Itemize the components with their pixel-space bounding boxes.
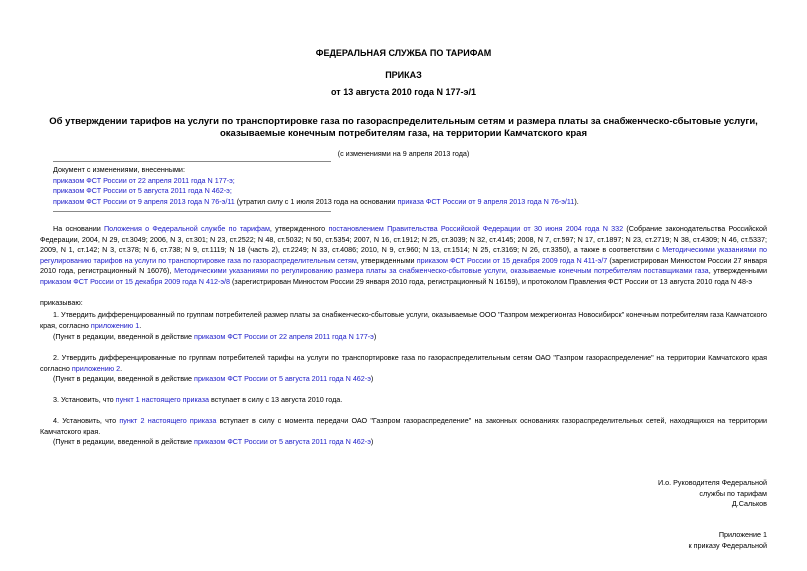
amendments-block xyxy=(53,165,773,207)
item-text: 1. Утвердить дифференцированный по группам потребителей размер платы за снабженческо-сбытовые услуги, оказываемые ООО "Газпром межрегионгаз Новосибирск" конечным потребителям газа Камчатского края, согласно xyxy=(40,310,767,330)
doc-type-heading: ПРИКАЗ xyxy=(385,70,422,80)
note-text: ) xyxy=(373,332,377,341)
signature-name: Д.Сальков xyxy=(731,499,767,508)
item-1 xyxy=(40,310,767,331)
order-411-link[interactable]: приказом ФСТ России от 15 декабря 2009 года N 411-э/7 xyxy=(416,255,608,265)
note-text: (Пункт в редакции, введенной в действие xyxy=(53,332,195,341)
orders-word: приказываю: xyxy=(40,298,83,307)
preamble-text: На основании xyxy=(53,224,104,233)
clause-2-link[interactable]: пункт 2 настоящего приказа xyxy=(119,416,217,425)
item-text: 2. Утвердить дифференцированные по группам потребителей тарифы на услуги по транспортировке газа по газораспределительным сетям ОАО "Газпром газораспределение" на территории Камчатского края согласно xyxy=(40,353,767,373)
appendix-1-link[interactable]: приложению 1 xyxy=(90,320,140,330)
appendix-heading xyxy=(689,530,767,551)
preamble-text: (зарегистрирован Минюстом России 29 января 2010 года, регистрационный N 16159), и протоколом Правления ФСТ России от 13 августа 2010 года N 48-э xyxy=(230,276,753,286)
signature-agency: службы по тарифам xyxy=(699,488,767,498)
preamble-paragraph xyxy=(40,224,767,288)
item-4-note xyxy=(53,437,373,448)
revision-note: (с изменениями на 9 апреля 2013 года) xyxy=(337,149,470,158)
amendment-note: (утратил силу с 1 июля 2013 года на основании xyxy=(234,196,398,206)
item-1-note-link[interactable]: приказом ФСТ России от 22 апреля 2011 года N 177-э xyxy=(194,332,374,341)
amendment-link-1[interactable]: приказом ФСТ России от 22 апреля 2011 года N 177-э; xyxy=(53,175,235,185)
item-1-note xyxy=(53,332,376,343)
amendment-end: ). xyxy=(574,196,579,206)
preamble-text: (Собрание законодательства Российской Федерации, 2004, N 29, ст.3049; 2006, N 3, ст.301; N 23, ст.2522; N 48, ст.5032; N 50, ст.5354; 2007, N 16, ст.1912; N 25, ст.3039; N 32, ст.4145; 2008, N 7, ст.597; N 17, ст.1897; N 23, ст.2719; N 38, ст.4309; N 46, ст.5337; 2009, N 1, ст.142; N 3, ст.378; N 6, ст.738; N 9, ст.1119; N 18 (часть 2), ст.2249; N 33, ст.4086; 2010, N 9, ст.960; N 13, ст.1514; N 25, ст.3169; N 26, ст.3350), а также в соответствии с xyxy=(40,224,768,255)
amendment-ref-link[interactable]: приказа ФСТ России от 9 апреля 2013 года N 76-э/11 xyxy=(397,196,575,206)
note-text: (Пункт в редакции, введенной в действие xyxy=(53,374,195,383)
method-guidelines-link[interactable]: Методическими указаниями по регулированию тарифов на услуги по транспортировке газа по газораспределительным сетям xyxy=(40,245,768,265)
item-text: 3. Установить, что xyxy=(53,395,116,404)
signature-block xyxy=(658,478,767,510)
note-text: (Пункт в редакции, введенной в действие xyxy=(53,437,195,446)
item-text: вступает в силу с 13 августа 2010 года. xyxy=(209,395,343,404)
signature-position: И.о. Руководителя Федеральной xyxy=(657,478,767,487)
date-number-heading: от 13 августа 2010 года N 177-э/1 xyxy=(331,87,476,97)
preamble-text: , утвержденными xyxy=(708,266,768,276)
agency-heading: ФЕДЕРАЛЬНАЯ СЛУЖБА ПО ТАРИФАМ xyxy=(315,48,492,58)
amendments-intro: Документ с изменениями, внесенными: xyxy=(53,165,185,174)
item-4 xyxy=(40,416,767,437)
item-4-note-link[interactable]: приказом ФСТ России от 5 августа 2011 года N 462-э xyxy=(194,437,371,446)
method-guidelines-fee-link[interactable]: Методическими указаниями по регулированию размера платы за снабженческо-сбытовые услуги, оказываемые конечным потребителям поставщиками газа xyxy=(174,266,709,276)
item-text: . xyxy=(139,320,142,330)
item-text: 4. Установить, что xyxy=(53,416,120,425)
top-divider xyxy=(53,161,331,162)
item-2-note-link[interactable]: приказом ФСТ России от 5 августа 2011 года N 462-э xyxy=(194,374,371,383)
regulation-link[interactable]: Положения о Федеральной службе по тарифам xyxy=(104,224,270,233)
item-2 xyxy=(40,353,767,374)
item-text: вступает в силу с момента передачи ОАО "Газпром газораспределение" на законных основаниях газораспределительных сетей, находящихся на территории Камчатского края. xyxy=(40,416,767,436)
item-3 xyxy=(53,395,342,406)
bottom-divider xyxy=(53,211,331,212)
document-title: Об утверждении тарифов на услуги по транспортировке газа по газораспределительным сетям и размера платы за снабженческо-сбытовые услуги, оказываемые конечным потребителям газа, на территории Камчатского края xyxy=(49,116,758,139)
preamble-text: (зарегистрирован Минюстом России 27 января 2010 года, регистрационный N 16076), xyxy=(40,255,767,276)
order-412-link[interactable]: приказом ФСТ России от 15 декабря 2009 года N 412-э/8 xyxy=(40,276,231,286)
item-text: . xyxy=(120,363,123,373)
preamble-text: , утвержденного xyxy=(269,224,329,233)
amendment-link-3[interactable]: приказом ФСТ России от 9 апреля 2013 года N 76-э/11 xyxy=(53,196,235,206)
appendix-number: Приложение 1 xyxy=(718,530,767,539)
preamble-text: , утвержденными xyxy=(356,255,417,265)
government-decree-link[interactable]: постановлением Правительства Российской Федерации от 30 июня 2004 года N 332 xyxy=(328,224,624,233)
appendix-ref: к приказу Федеральной xyxy=(688,540,767,550)
item-2-note xyxy=(53,374,373,385)
note-text: ) xyxy=(370,374,374,383)
amendment-link-2[interactable]: приказом ФСТ России от 5 августа 2011 года N 462-э; xyxy=(53,186,232,196)
appendix-2-link[interactable]: приложению 2 xyxy=(71,363,121,373)
clause-1-link[interactable]: пункт 1 настоящего приказа xyxy=(115,395,210,404)
note-text: ) xyxy=(370,437,374,446)
